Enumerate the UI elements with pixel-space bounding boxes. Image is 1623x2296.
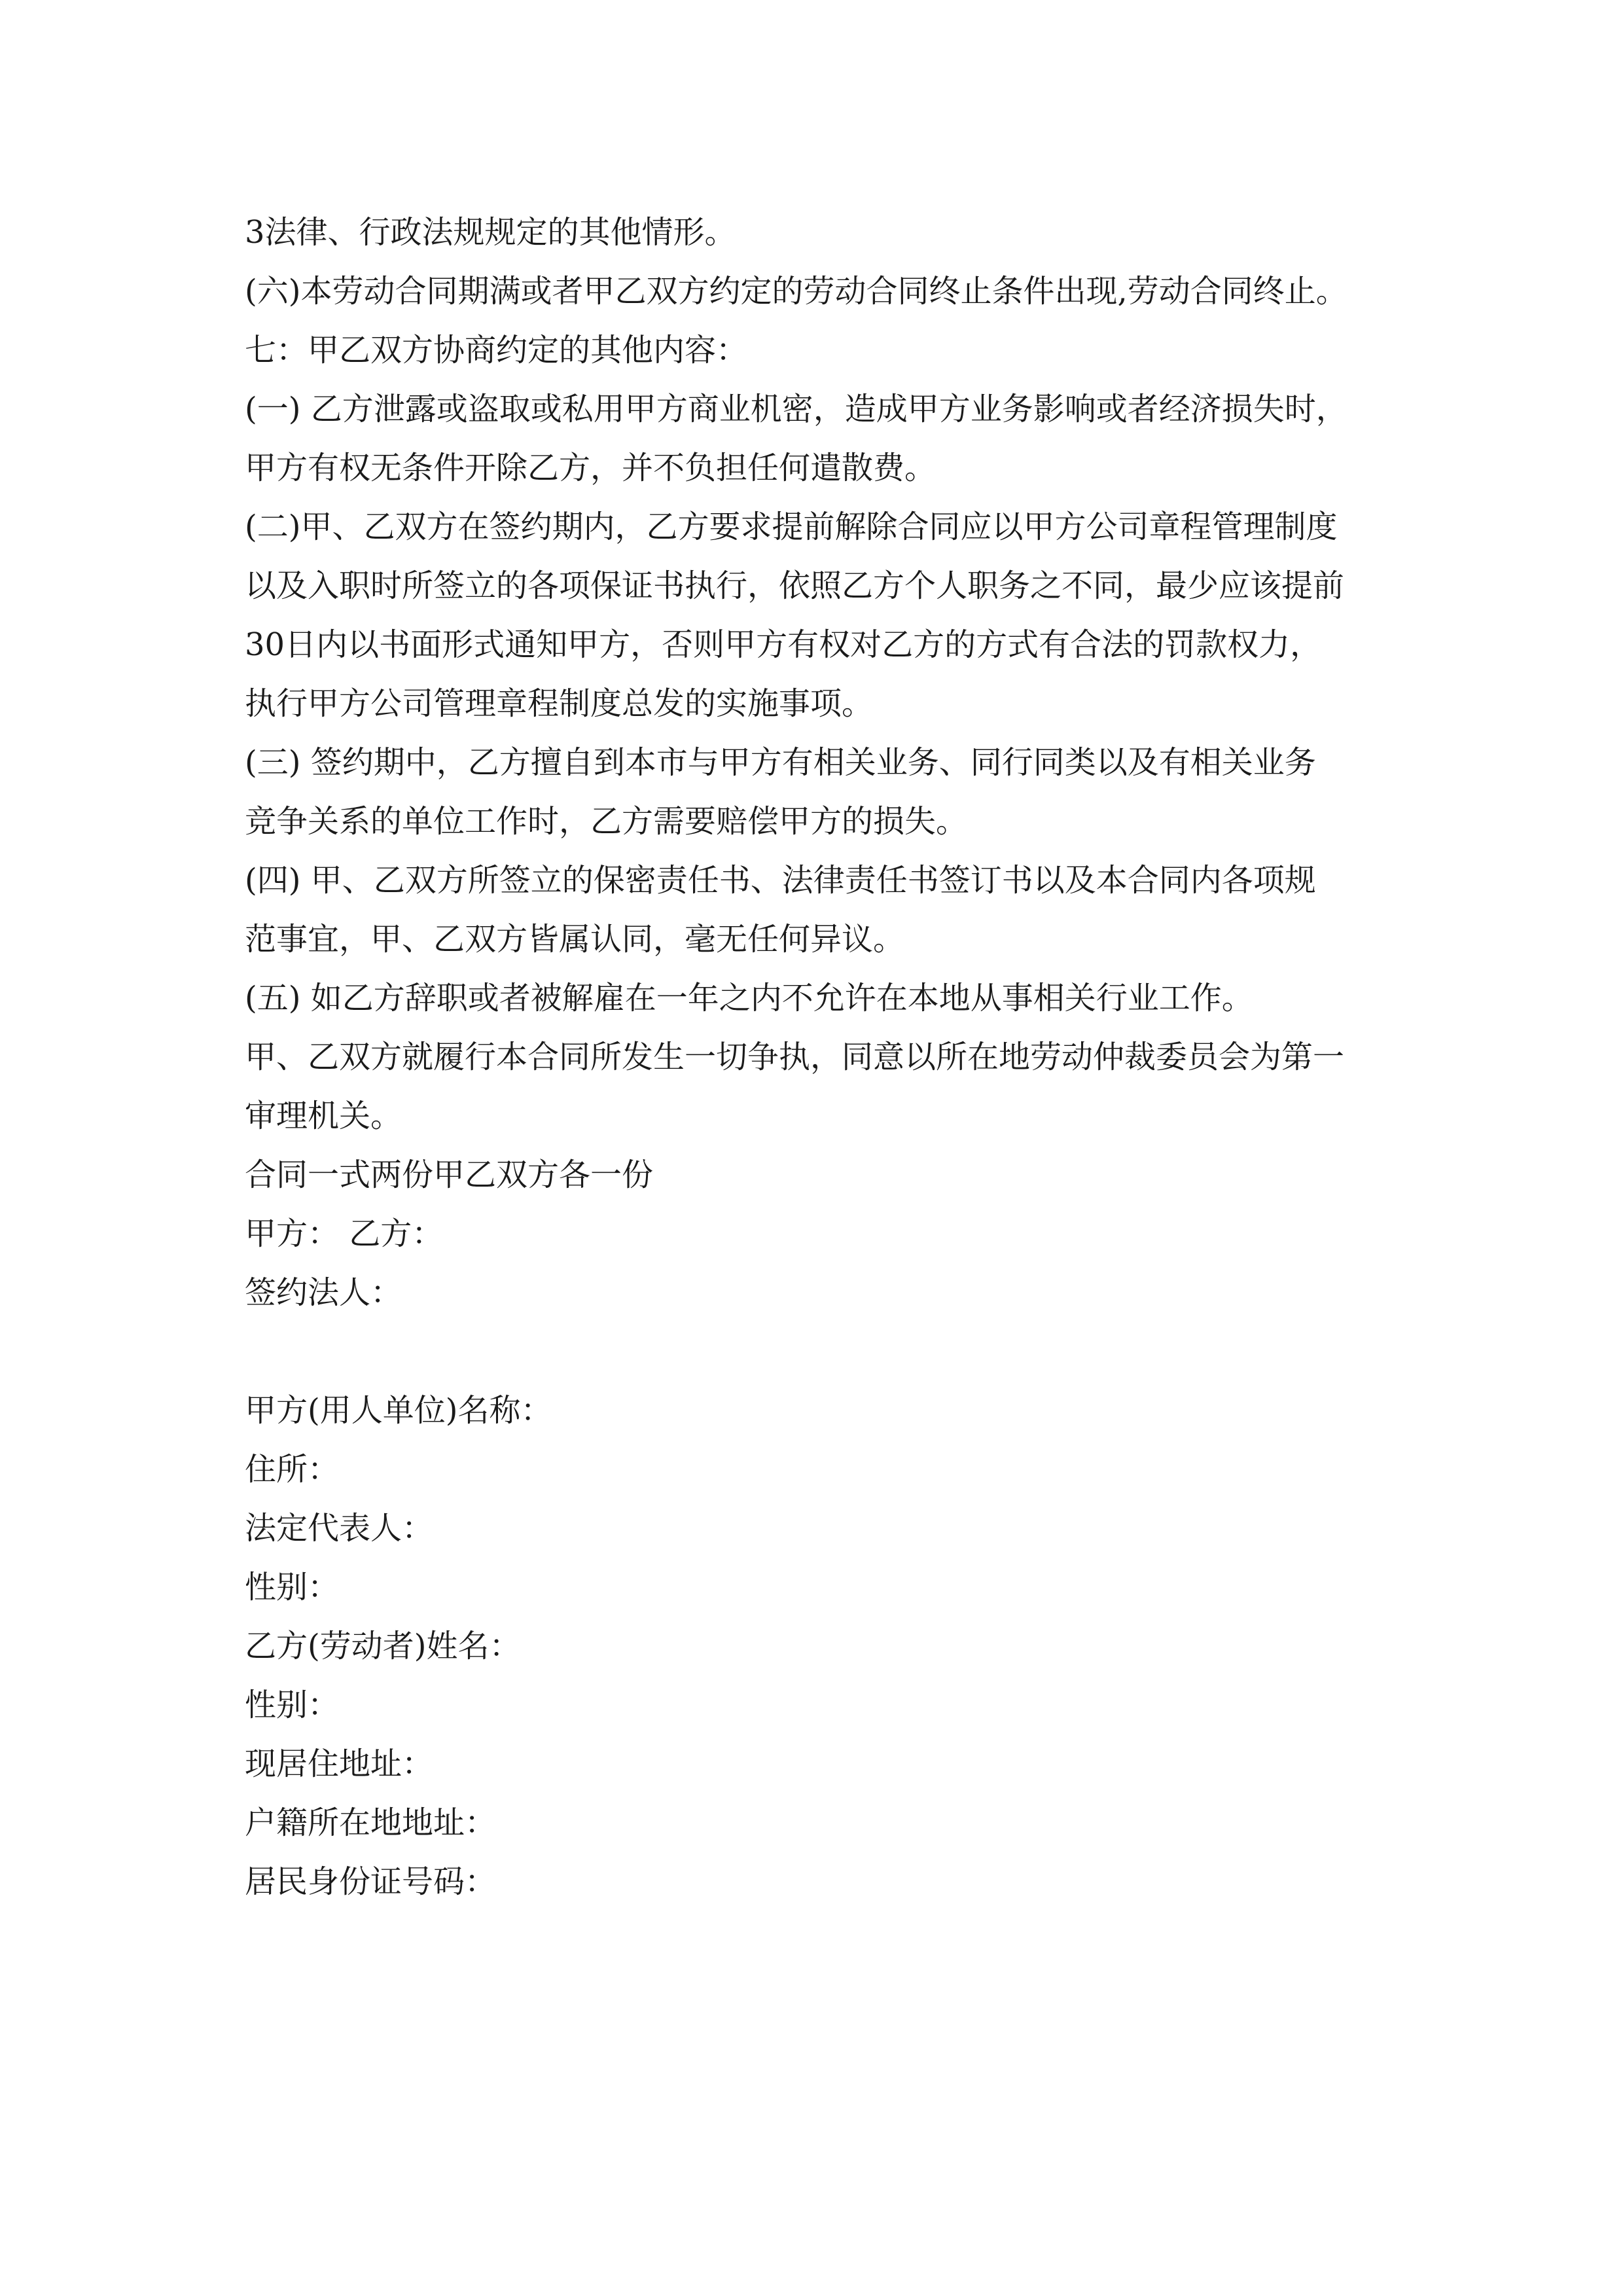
text-line: (四) 甲、乙双方所签立的保密责任书、法律责任书签订书以及本合同内各项规: [245, 862, 1316, 899]
document-body: [245, 203, 1436, 1911]
text-line: 30日内以书面形式通知甲方，否则甲方有权对乙方的方式有合法的罚款权力，: [245, 626, 1322, 663]
field-label-gender: 性别：: [245, 1687, 340, 1723]
text-line: (五) 如乙方辞职或者被解雇在一年之内不允许在本地从事相关行业工作。: [245, 980, 1253, 1016]
section-heading: 七：甲乙双方协商约定的其他内容：: [245, 332, 748, 368]
text-line: 甲方有权无条件开除乙方，并不负担任何遣散费。: [245, 450, 936, 486]
text-line: (二)甲、乙双方在签约期内，乙方要求提前解除合同应以甲方公司章程管理制度: [245, 509, 1338, 545]
text-line: 审理机关。: [245, 1098, 402, 1134]
text-line: 甲、乙双方就履行本合同所发生一切争执，同意以所在地劳动仲裁委员会为第一: [245, 1039, 1345, 1075]
text-line: 竞争关系的单位工作时，乙方需要赔偿甲方的损失。: [245, 803, 968, 840]
field-label-legal-representative: 法定代表人：: [245, 1510, 434, 1547]
text-line: 执行甲方公司管理章程制度总发的实施事项。: [245, 685, 874, 722]
text-line: 范事宜，甲、乙双方皆属认同，毫无任何异议。: [245, 921, 905, 958]
text-line: (三) 签约期中，乙方擅自到本市与甲方有相关业务、同行同类以及有相关业务: [245, 744, 1316, 781]
field-label-current-address: 现居住地址：: [245, 1746, 434, 1782]
field-label-employee-name: 乙方(劳动者)姓名：: [245, 1628, 521, 1664]
blank-line: [245, 1322, 1436, 1381]
text-line: (六)本劳动合同期满或者甲乙双方约定的劳动合同终止条件出现,劳动合同终止。: [245, 273, 1347, 310]
field-label-address: 住所：: [245, 1451, 340, 1488]
text-line: 3法律、行政法规规定的其他情形。: [245, 214, 736, 251]
field-label-household-address: 户籍所在地地址：: [245, 1804, 497, 1841]
field-label-gender: 性别：: [245, 1569, 340, 1605]
field-label-employer-name: 甲方(用人单位)名称：: [245, 1392, 552, 1429]
signature-parties-line: 甲方： 乙方：: [245, 1215, 444, 1252]
signature-legal-person-line: 签约法人：: [245, 1274, 402, 1311]
field-label-id-number: 居民身份证号码：: [245, 1863, 497, 1900]
text-line: 以及入职时所签立的各项保证书执行，依照乙方个人职务之不同，最少应该提前: [245, 567, 1345, 604]
text-line: 合同一式两份甲乙双方各一份: [245, 1157, 654, 1193]
text-line: (一) 乙方泄露或盗取或私用甲方商业机密，造成甲方业务影响或者经济损失时，: [245, 391, 1347, 427]
